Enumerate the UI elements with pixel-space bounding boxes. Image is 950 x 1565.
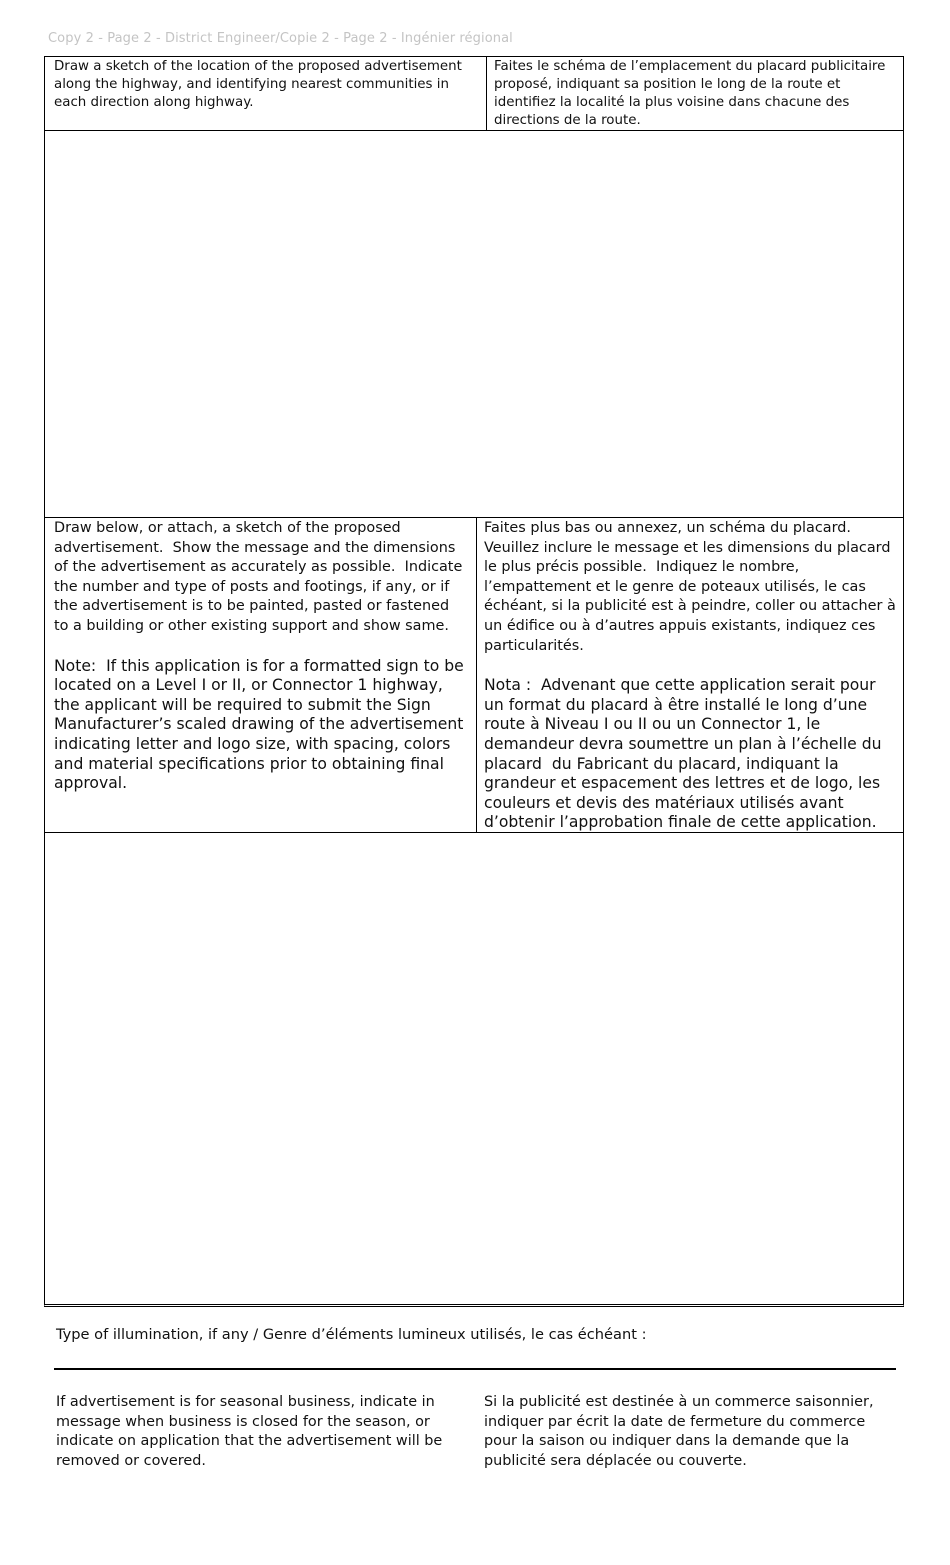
sign-instructions-en-block <box>54 519 468 794</box>
location-column-divider <box>486 56 487 131</box>
seasonal-note-en: If advertisement is for seasonal business, indicate in message when business is closed for the season, or indicate on application that the advertisement will be removed or covered. <box>56 1394 443 1469</box>
sign-column-divider <box>476 517 477 833</box>
sign-note-en: Note: If this application is for a formatted sign to be located on a Level I or II, or Connector 1 highway, the applicant will be required to submit the Sign Manufacturer’s scaled drawing of the advertisement indicating letter and logo size, with spacing, colors and material specifications prior to obtaining final approval. <box>54 656 469 793</box>
sign-instructions-fr: Faites plus bas ou annexez, un schéma du placard. Veuillez inclure le message et les dimensions du placard le plus précis possible. Indiquez le nombre, l’empattement et le genre de poteaux utilisés, le cas échéant, si la publicité est à peindre, coller ou attacher à un édifice ou à d’autres appuis existants, indiquez ces particularités. <box>484 520 901 654</box>
location-instructions-en: Draw a sketch of the location of the proposed advertisement along the highway, and identifying nearest communities in each direction along highway. <box>54 59 462 110</box>
sign-sketch-area[interactable] <box>45 834 903 1302</box>
location-sketch-area[interactable] <box>45 131 903 517</box>
seasonal-note-fr: Si la publicité est destinée à un commerce saisonnier, indiquer par écrit la date de fermeture du commerce pour la saison ou indiquer dans la demande que la publicité sera déplacée ou couverte. <box>484 1394 874 1469</box>
illumination-field[interactable] <box>54 1344 896 1370</box>
page-copy-header: Copy 2 - Page 2 - District Engineer/Copie 2 - Page 2 - Ingénier régional <box>48 31 513 46</box>
sign-note-fr: Nota : Advenant que cette application serait pour un format du placard à être installé le long d’une route à Niveau I ou II ou un Connector 1, le demandeur devra soumettre un plan à l’échelle du placard du Fabricant du placard, indiquant la grandeur et espacement des lettres et de logo, les couleurs et devis des matériaux utilisés avant d’obtenir l’approbation finale de cette application. <box>484 676 887 832</box>
location-instructions-fr: Faites le schéma de l’emplacement du placard publicitaire proposé, indiquant sa position le long de la route et identifiez la localité la plus voisine dans chacune des directions de la route. <box>494 59 886 128</box>
sign-instructions-fr-block <box>484 519 900 833</box>
illumination-label: Type of illumination, if any / Genre d’éléments lumineux utilisés, le cas échéant : <box>56 1326 647 1343</box>
sign-instructions-en: Draw below, or attach, a sketch of the proposed advertisement. Show the message and the dimensions of the advertisement as accurately as possible. Indicate the number and type of posts and footings, if any, or if the advertisement is to be painted, pasted or fastened to a building or other existing support and show same. <box>54 520 467 634</box>
